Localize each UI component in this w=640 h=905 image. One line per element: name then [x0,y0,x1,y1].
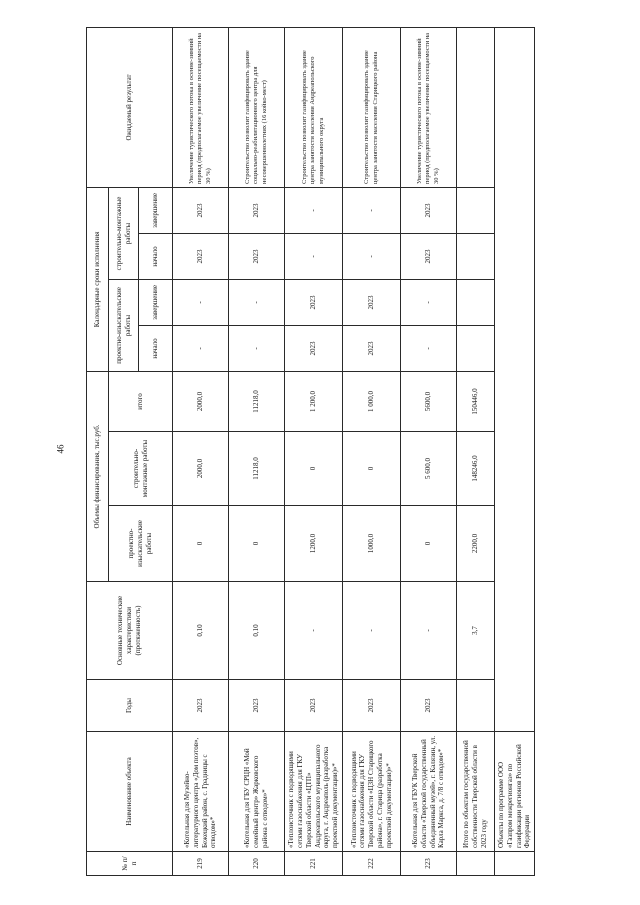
row-num: 222 [343,852,401,876]
row-design-start: - [173,325,229,371]
row-specs: 0,10 [229,582,285,680]
total-years [457,680,495,732]
table-row [285,27,343,875]
header-constr-start: начало [139,233,173,279]
row-design-end: - [173,279,229,325]
row-name: «Котельная для ГБУК Тверской области «Тверской государственный объединенный музей», г. Калязин, ул. Карла Маркса, д. 7/8 с отводом»* [401,732,457,852]
row-fund-total: 5600,0 [401,371,457,431]
row-design-end: 2023 [343,279,401,325]
section-rest [495,27,535,731]
row-fund-total: 11218,0 [229,371,285,431]
row-fund-construction: 5 600,0 [401,432,457,506]
section-num [495,852,535,876]
table-row [173,27,229,875]
total-num [457,852,495,876]
row-fund-design: 0 [229,506,285,582]
header-funding: Объемы финансирования, тыс.руб. [87,371,109,581]
row-fund-construction: 11218,0 [229,432,285,506]
row-fund-total: 1 000,0 [343,371,401,431]
row-constr-start: 2023 [229,233,285,279]
row-fund-design: 1200,0 [285,506,343,582]
row-constr-end: 2023 [401,187,457,233]
header-constr-end: завершение [139,187,173,233]
header-sched-construction: строительно-монтажные работы [109,187,139,279]
row-result: Строительство позволит газифицировать здание центра занятости населения Старицкого района [343,27,401,187]
row-fund-construction: 0 [285,432,343,506]
row-fund-construction: 2000,0 [173,432,229,506]
total-result [457,27,495,187]
header-design-end: завершение [139,279,173,325]
section-row [495,27,535,875]
row-num: 223 [401,852,457,876]
table-row [401,27,457,875]
total-fund-construction: 148246,0 [457,432,495,506]
row-fund-design: 0 [173,506,229,582]
row-specs: - [343,582,401,680]
total-fund-design: 2200,0 [457,506,495,582]
row-specs: - [285,582,343,680]
header-specs: Основные технические характеристики (протяженность) [87,582,173,680]
header-design-start: начало [139,325,173,371]
total-constr-end [457,187,495,233]
row-fund-total: 2000,0 [173,371,229,431]
row-years: 2023 [285,680,343,732]
table-row [343,27,401,875]
row-result: Увеличение туристического потока в осенне-зимний период (предполагаемое увеличение посещаемости на 30 %) [401,27,457,187]
header-num: № п/п [87,852,173,876]
row-num: 219 [173,852,229,876]
table-row [229,27,285,875]
row-result: Строительство позволит газифицировать здание социально-реабилитационного центра для несовершеннолетних (16 койко-мест) [229,27,285,187]
row-result: Строительство позволит газифицировать здание центра занятости населения Андреапольского муниципального округа [285,27,343,187]
row-constr-end: - [285,187,343,233]
row-years: 2023 [173,680,229,732]
row-design-start: - [401,325,457,371]
total-design-end [457,279,495,325]
header-name: Наименование объекта [87,732,173,852]
row-constr-start: - [285,233,343,279]
row-name: «Теплоисточник с подводящими сетями газоснабжения для ГКУ Тверской области «ЦТП» Андреапольского муниципального округа, г. Андреаполь (разработка проектной документации)»* [285,732,343,852]
header-fund-construction: строительно-монтажные работы [109,432,173,506]
row-design-start: 2023 [285,325,343,371]
header-fund-total: итого [109,371,173,431]
row-constr-end: 2023 [173,187,229,233]
row-design-end: - [229,279,285,325]
row-design-end: 2023 [285,279,343,325]
row-name: «Теплоисточник с подводящими сетями газоснабжения для ГКУ Тверской области «ЦЗН Старицкого района», г. Старица (разработка проектной документации)»* [343,732,401,852]
row-fund-construction: 0 [343,432,401,506]
page-number: 46 [55,444,66,454]
total-label: Итого по объектам государственной собственности Тверской области в 2023 году [457,732,495,852]
header-schedule: Календарные сроки исполнения [87,187,109,371]
row-design-start: 2023 [343,325,401,371]
row-constr-start: 2023 [173,233,229,279]
total-fund-total: 150446,0 [457,371,495,431]
row-design-end: - [401,279,457,325]
row-years: 2023 [229,680,285,732]
header-sched-design: проектно-изыскательские работы [109,279,139,371]
row-result: Увеличение туристического потока в осенне-зимний период (предполагаемое увеличение посещаемости на 30 %) [173,27,229,187]
rotated-table-wrapper [86,28,532,876]
row-name: «Котельная для Музейно-литературного центра «Дом поэтов», Бежецкий район, с. Градницы с отводом»* [173,732,229,852]
row-constr-end: - [343,187,401,233]
total-design-start [457,325,495,371]
total-constr-start [457,233,495,279]
row-design-start: - [229,325,285,371]
total-row [457,27,495,875]
row-fund-design: 0 [401,506,457,582]
total-specs: 3,7 [457,582,495,680]
row-constr-end: 2023 [229,187,285,233]
row-constr-start: 2023 [401,233,457,279]
section-label: Объекты по программе ООО «Газпром межрегионгаз» по газификации регионов Российской Федерации [495,732,535,852]
header-row-1 [87,27,109,875]
row-num: 220 [229,852,285,876]
header-result: Ожидаемый результат [87,27,173,187]
row-name: «Котельная для ГБУ СРЦН «Мой семейный центр» Жарковского района с отводом»* [229,732,285,852]
document-area [86,28,532,876]
row-constr-start: - [343,233,401,279]
row-specs: - [401,582,457,680]
row-years: 2023 [343,680,401,732]
header-fund-design: проектно-изыскательские работы [109,506,173,582]
row-years: 2023 [401,680,457,732]
objects-table [86,27,535,876]
row-fund-design: 1000,0 [343,506,401,582]
row-fund-total: 1 200,0 [285,371,343,431]
header-years: Годы [87,680,173,732]
row-num: 221 [285,852,343,876]
row-specs: 0,10 [173,582,229,680]
